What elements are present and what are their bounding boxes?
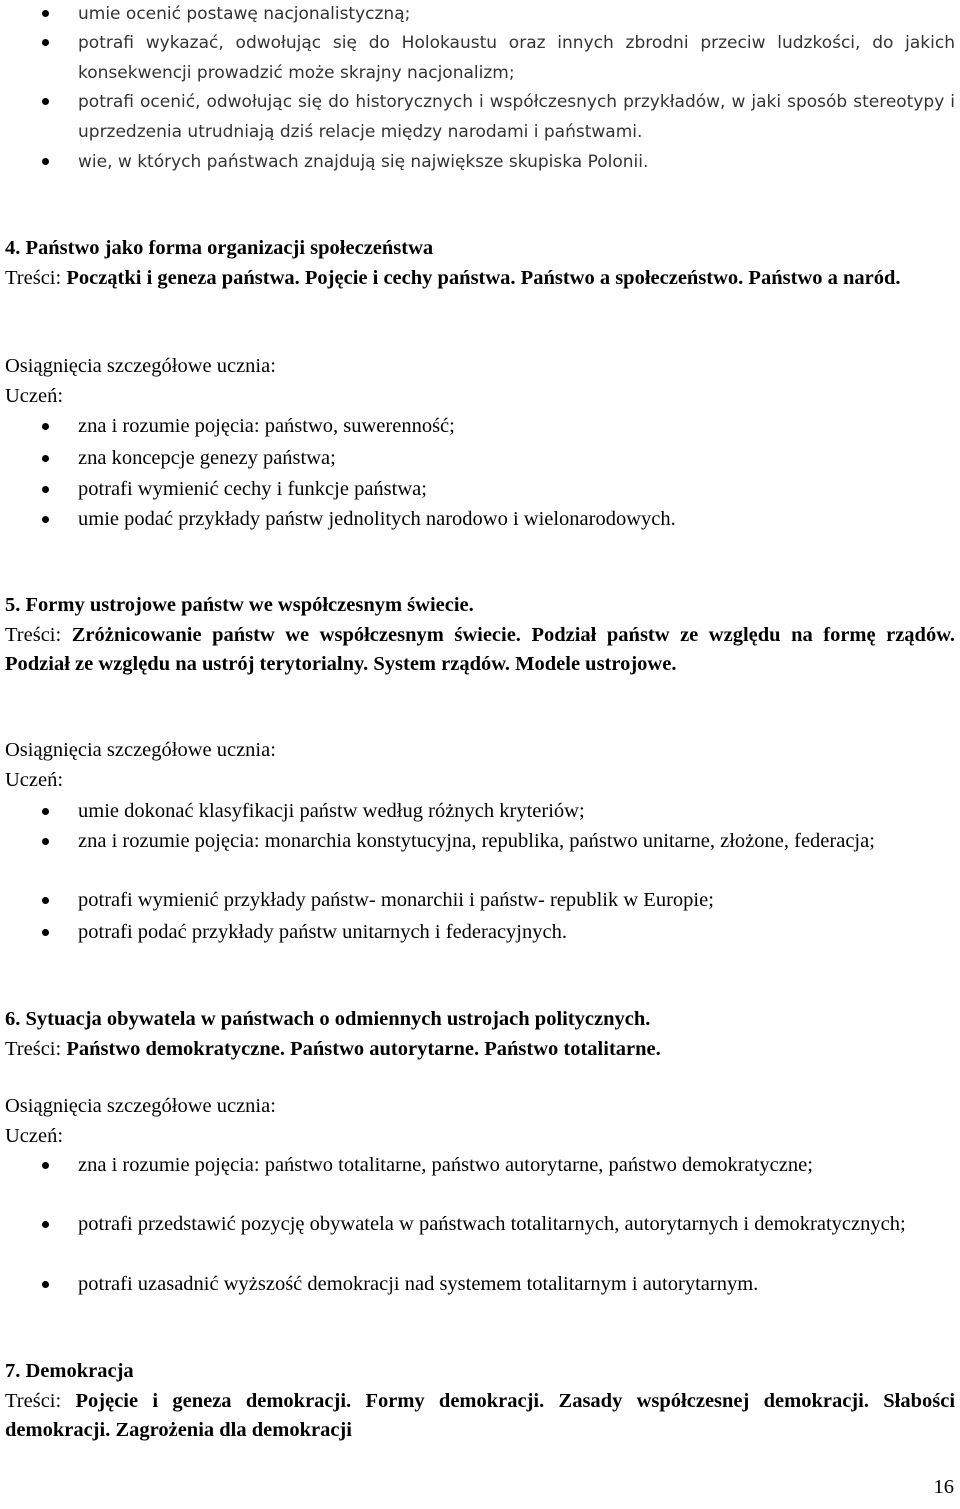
list-item	[0, 827, 955, 857]
list-item	[0, 475, 955, 505]
list-item	[0, 505, 955, 535]
list-item	[0, 412, 955, 442]
tresci-label: Treści:	[5, 1037, 62, 1060]
tresci-label: Treści:	[5, 623, 62, 646]
tresci-label: Treści:	[5, 1389, 62, 1412]
list-item-text: wie, w których państwach znajdują się największe skupiska Polonii.	[78, 152, 649, 172]
list-item-text: umie dokonać klasyfikacji państw według różnych kryteriów;	[78, 800, 585, 822]
bullet-icon	[42, 10, 49, 17]
bullet-icon	[42, 423, 49, 430]
bullet-icon	[42, 39, 49, 46]
bullet-icon	[42, 516, 49, 523]
list-item-text: potrafi wymienić cechy i funkcje państwa;	[78, 478, 427, 500]
list-item	[0, 1270, 955, 1300]
list-item-text: potrafi przedstawić pozycję obywatela w państwach totalitarnych, autorytarnych i demokratycznych;	[78, 1213, 906, 1235]
list-item-text: zna i rozumie pojęcia: monarchia konstytucyjna, republika, państwo unitarne, złożone, federacja;	[78, 830, 875, 852]
section-heading: 5. Formy ustrojowe państw we współczesnym świecie.	[5, 594, 474, 616]
list-item-text: potrafi podać przykłady państw unitarnych i federacyjnych.	[78, 921, 567, 943]
bullet-icon	[42, 838, 49, 845]
section-4	[5, 234, 955, 293]
achievements-label: Osiągnięcia szczegółowe ucznia:	[5, 355, 276, 377]
bullet-icon	[42, 929, 49, 936]
student-label: Uczeń:	[5, 769, 64, 791]
section-content	[5, 621, 955, 680]
tresci-text: Państwo demokratyczne. Państwo autorytarne. Państwo totalitarne.	[66, 1037, 661, 1060]
page-number: 16	[933, 1476, 954, 1498]
achievements-label: Osiągnięcia szczegółowe ucznia:	[5, 739, 276, 761]
student-label: Uczeń:	[5, 385, 64, 407]
bullet-icon	[42, 1281, 49, 1288]
list-item	[0, 0, 955, 30]
list-item-text: umie ocenić postawę nacjonalistyczną;	[78, 4, 411, 24]
section-6	[5, 1005, 955, 1064]
list-item-text: umie podać przykłady państw jednolitych narodowo i wielonarodowych.	[78, 508, 676, 530]
list-item	[0, 148, 955, 178]
achievements-label: Osiągnięcia szczegółowe ucznia:	[5, 1095, 276, 1117]
list-item	[0, 444, 955, 474]
bullet-icon	[42, 1221, 49, 1228]
list-item-text: potrafi wymienić przykłady państw- monarchii i państw- republik w Europie;	[78, 889, 714, 911]
bullet-icon	[42, 98, 49, 105]
bullet-icon	[42, 1162, 49, 1169]
tresci-text: Początki i geneza państwa. Pojęcie i cechy państwa. Państwo a społeczeństwo. Państwo a naród.	[66, 266, 901, 289]
section-heading: 7. Demokracja	[5, 1360, 134, 1382]
tresci-text: Zróżnicowanie państw we współczesnym świecie. Podział państw ze względu na formę rządów. Podział ze względu na ustrój terytorialny. System rządów. Modele ustrojowe.	[5, 623, 956, 675]
list-item	[0, 1210, 955, 1240]
list-item-text: zna koncepcje genezy państwa;	[78, 447, 336, 469]
list-item	[0, 88, 955, 147]
bullet-icon	[42, 486, 49, 493]
student-label: Uczeń:	[5, 1125, 64, 1147]
list-item	[0, 886, 955, 916]
section-5	[5, 591, 955, 680]
list-item	[0, 918, 955, 948]
bullet-icon	[42, 455, 49, 462]
list-item	[0, 797, 955, 827]
bullet-icon	[42, 808, 49, 815]
list-item-text: potrafi wykazać, odwołując się do Holokaustu oraz innych zbrodni przeciw ludzkości, do jakich konsekwencji prowadzić może skrajny nacjonalizm;	[78, 33, 955, 83]
section-7	[5, 1357, 955, 1446]
list-item	[0, 1151, 955, 1181]
list-item-text: zna i rozumie pojęcia: państwo totalitarne, państwo autorytarne, państwo demokratyczne;	[78, 1154, 813, 1176]
list-item-text: potrafi ocenić, odwołując się do historycznych i współczesnych przykładów, w jaki sposób stereotypy i uprzedzenia utrudniają dziś relacje między narodami i państwami.	[78, 92, 955, 142]
section-content	[5, 1035, 955, 1065]
section-heading: 6. Sytuacja obywatela w państwach o odmiennych ustrojach politycznych.	[5, 1008, 651, 1030]
tresci-text: Pojęcie i geneza demokracji. Formy demokracji. Zasady współczesnej demokracji. Słabości demokracji. Zagrożenia dla demokracji	[5, 1389, 956, 1441]
section-heading: 4. Państwo jako forma organizacji społeczeństwa	[5, 237, 434, 259]
tresci-label: Treści:	[5, 266, 62, 289]
bullet-icon	[42, 158, 49, 165]
bullet-icon	[42, 897, 49, 904]
section-content	[5, 264, 955, 294]
section-content	[5, 1387, 955, 1446]
list-item-text: potrafi uzasadnić wyższość demokracji nad systemem totalitarnym i autorytarnym.	[78, 1273, 759, 1295]
list-item-text: zna i rozumie pojęcia: państwo, suwerenność;	[78, 415, 455, 437]
list-item	[0, 29, 955, 88]
